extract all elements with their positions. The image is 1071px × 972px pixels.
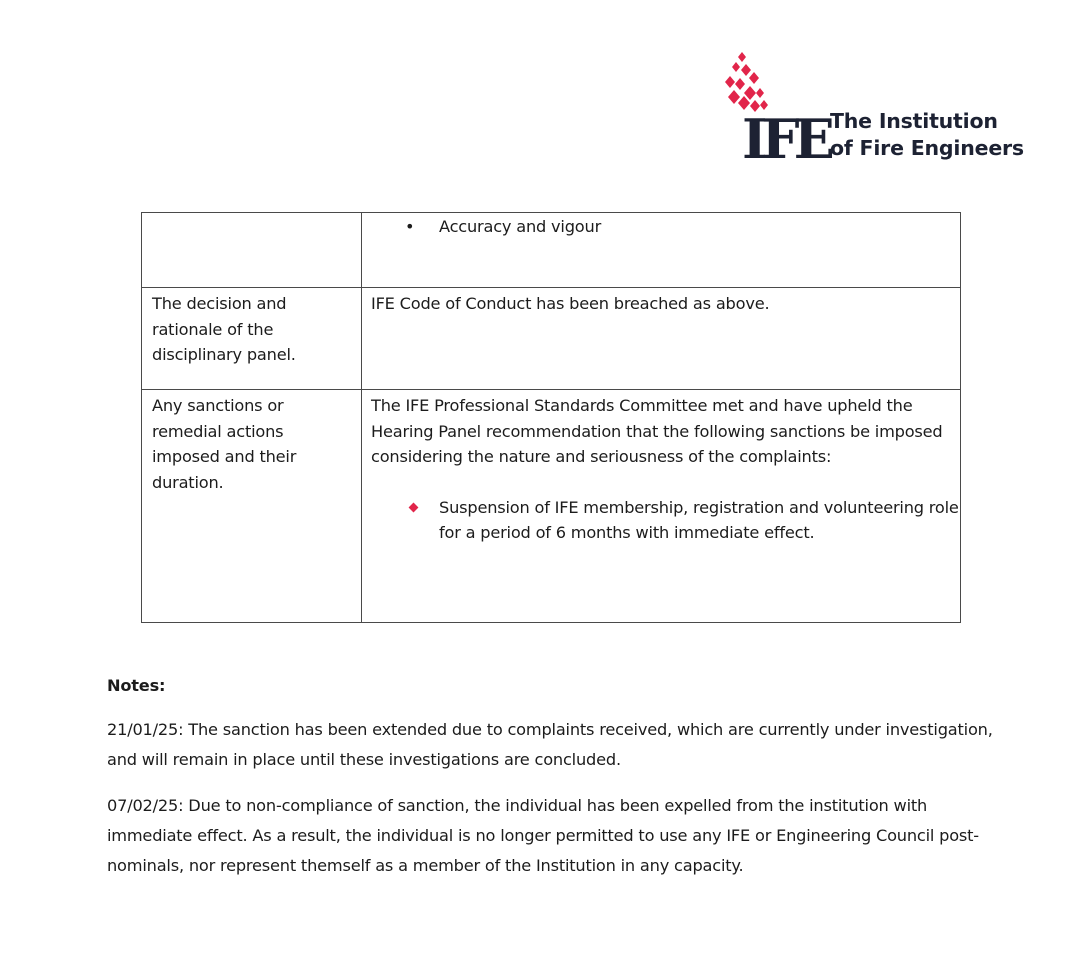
row-label: Any sanctions or remedial actions imposed and their duration. xyxy=(152,396,297,492)
note-entry: 21/01/25: The sanction has been extended due to complaints received, which are currently under investigation, and will remain in place until these investigations are concluded. xyxy=(107,720,993,769)
value-cell xyxy=(362,390,961,623)
label-cell xyxy=(142,390,362,623)
sanction-text: Suspension of IFE membership, registration and volunteering role for a period of 6 months with immediate effect. xyxy=(439,497,959,542)
row-label: The decision and rationale of the disciplinary panel. xyxy=(152,294,296,364)
list-item xyxy=(362,214,960,240)
list-item-text: Accuracy and vigour xyxy=(439,217,602,236)
notes-heading: Notes: xyxy=(107,676,166,695)
value-cell xyxy=(362,288,961,390)
label-cell xyxy=(142,213,362,288)
label-cell xyxy=(142,288,362,390)
org-name-line1: The Institution xyxy=(830,109,998,133)
note-entry: 07/02/25: Due to non-compliance of sanction, the individual has been expelled from the institution with immediate effect. As a result, the individual is no longer permitted to use any IFE or Engineering Council post-nominals, nor represent themself as a member of the Institution in any capacity. xyxy=(107,796,979,875)
disciplinary-record-table xyxy=(141,212,961,623)
row-label xyxy=(142,213,361,216)
row-value: IFE Code of Conduct has been breached as above. xyxy=(371,294,770,313)
logo-letters: IFE xyxy=(742,107,829,171)
notes-section xyxy=(107,675,1007,897)
table-row xyxy=(142,213,961,288)
sanction-list-item xyxy=(362,495,960,546)
value-cell xyxy=(362,213,961,288)
org-name-line2: of Fire Engineers xyxy=(830,136,1024,160)
ife-logo-mark xyxy=(724,50,834,185)
red-diamond-bullet-icon xyxy=(409,502,419,512)
row-value: The IFE Professional Standards Committee met and have upheld the Hearing Panel recommendation that the following sanctions be imposed considering the nature and seriousness of the complaints: xyxy=(371,396,943,466)
org-name xyxy=(830,108,1024,162)
ife-logo xyxy=(724,50,1034,185)
table-row xyxy=(142,288,961,390)
table-row xyxy=(142,390,961,623)
bullet-dot-icon: • xyxy=(405,217,415,236)
